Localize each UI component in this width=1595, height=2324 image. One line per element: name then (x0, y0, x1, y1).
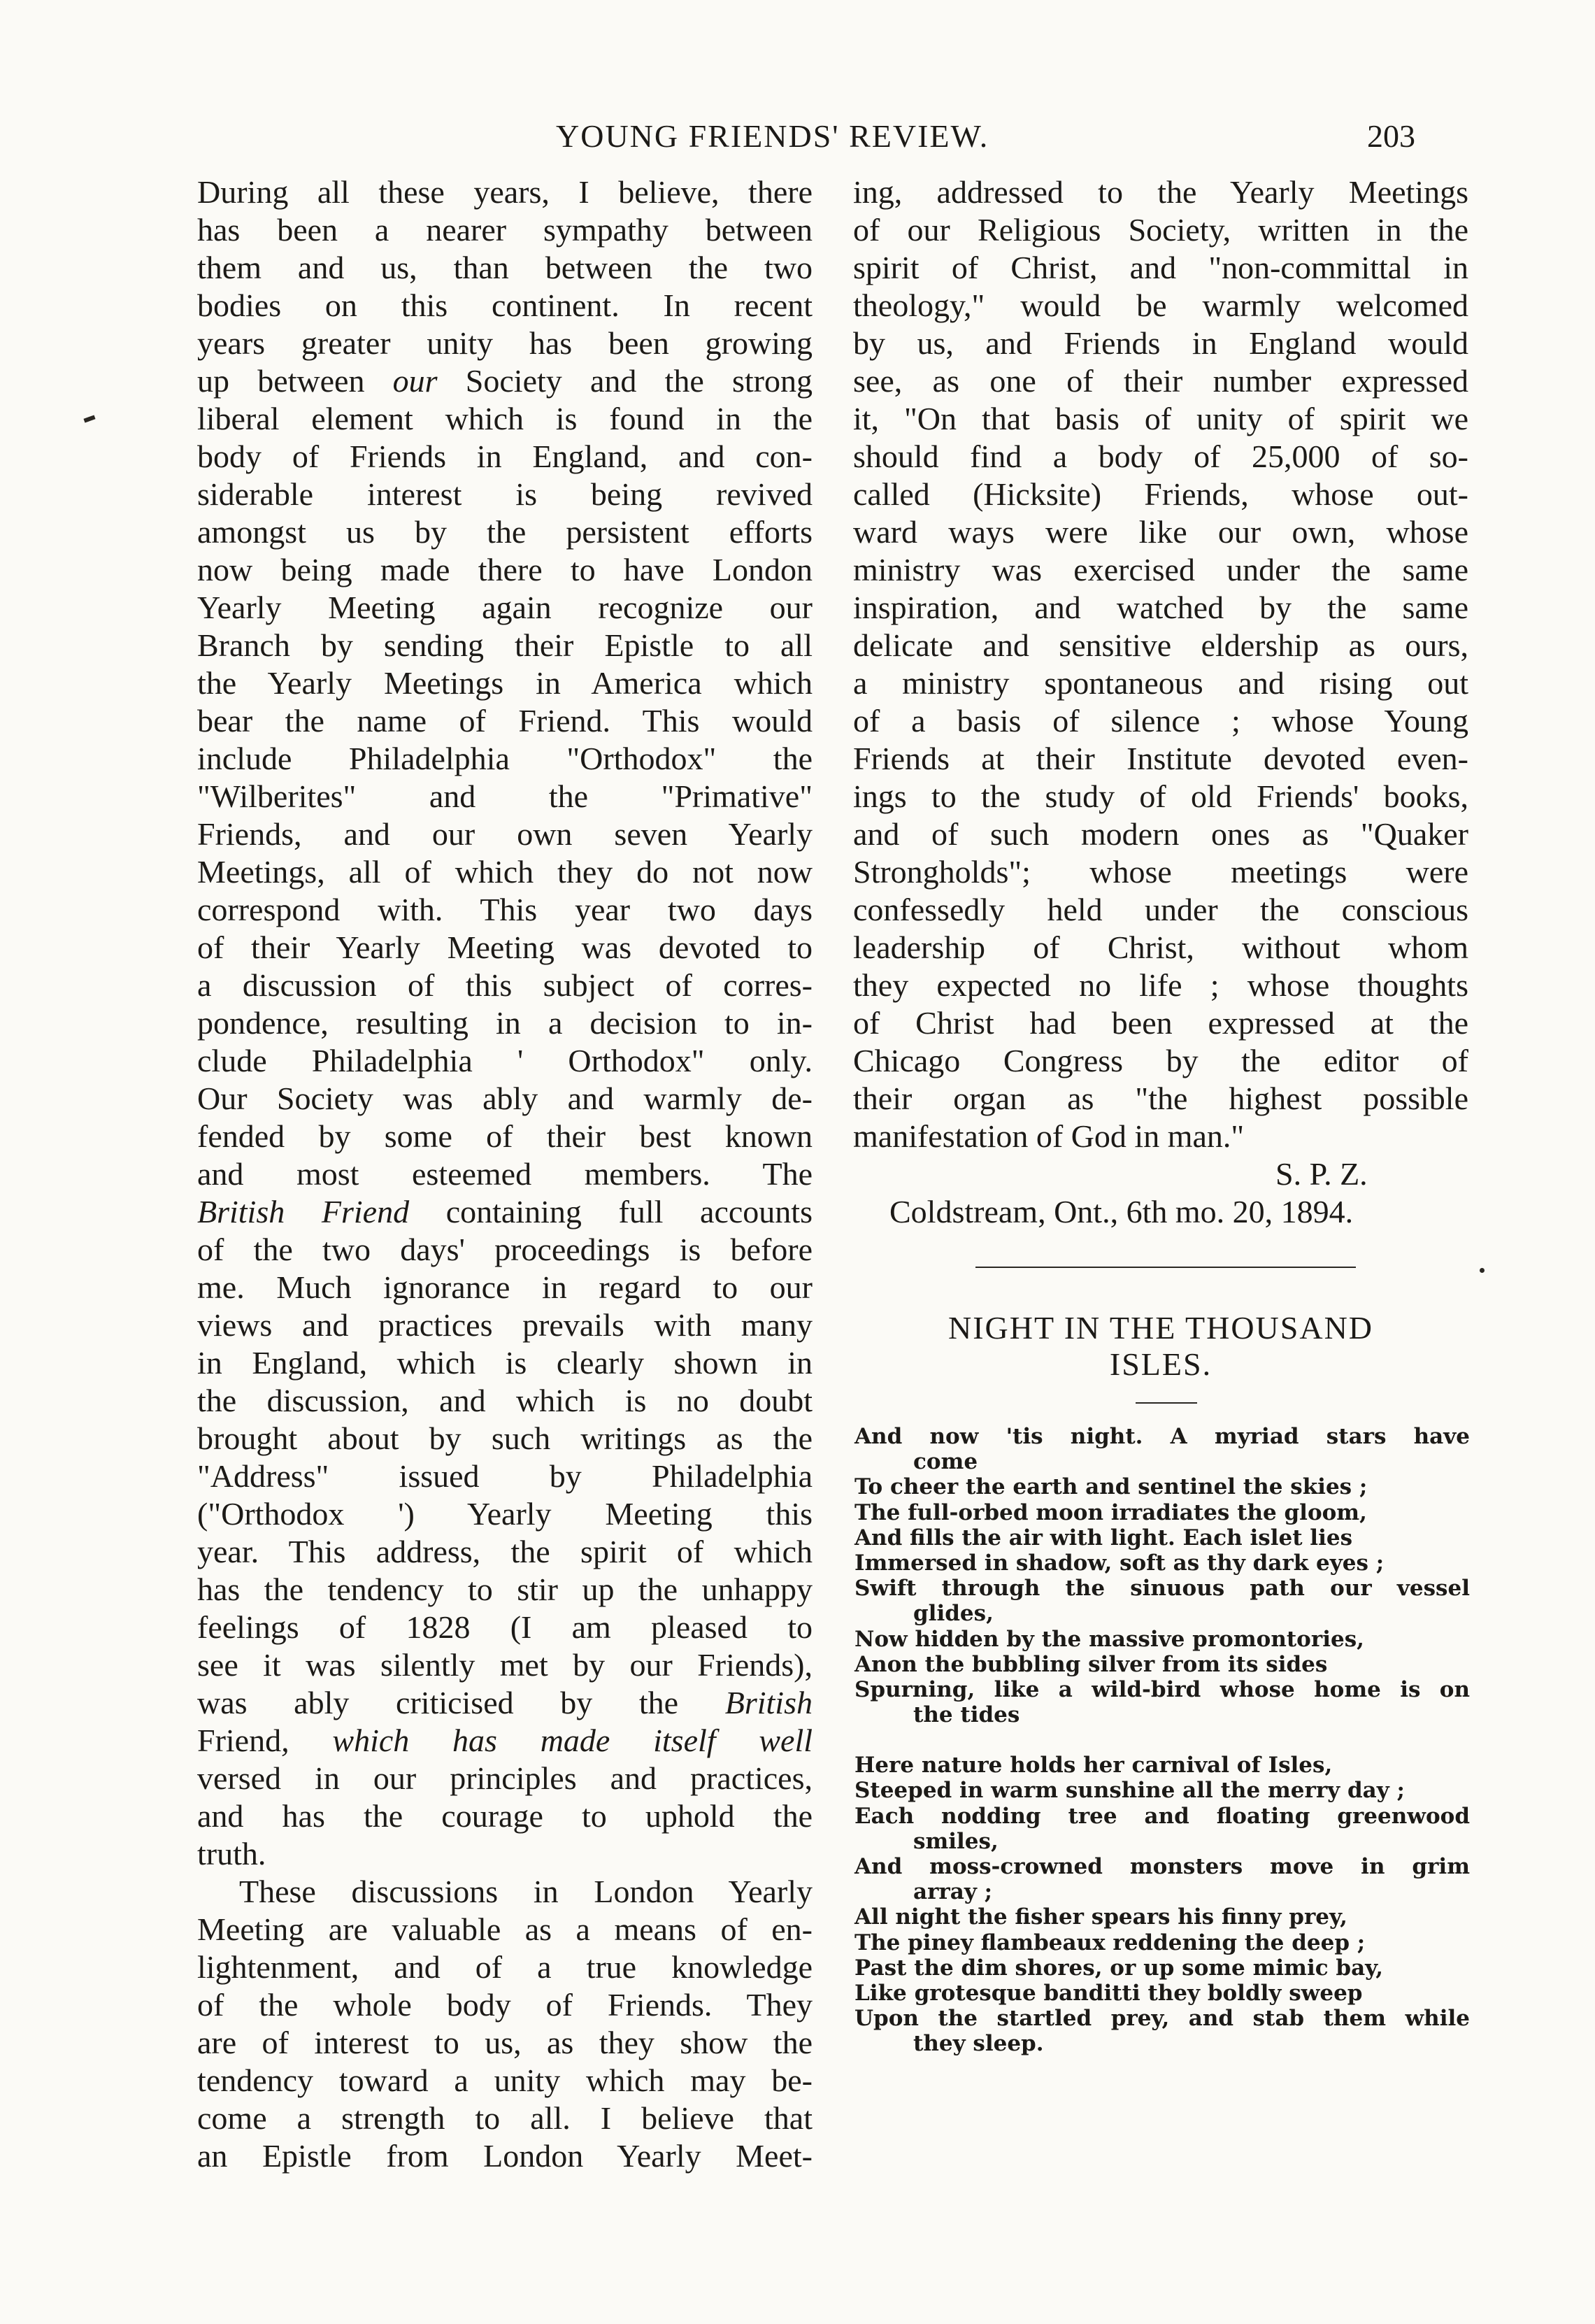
stanza-gap (854, 1727, 1470, 1753)
text-line: British Friend containing full accounts (197, 1194, 813, 1229)
poem-line: smiles, (913, 1828, 999, 1854)
poem-line: Anon the bubbling silver from its sides (854, 1651, 1328, 1677)
stray-ink-mark (83, 415, 95, 422)
poem-line: Spurning, like a wild-bird whose home is on (854, 1676, 1470, 1702)
title-underline (1136, 1402, 1197, 1404)
italic-text: , which has made itself well (281, 1723, 813, 1758)
text-line: and of such modern ones as "Quaker (853, 816, 1468, 852)
text-line: siderable interest is being revived (197, 476, 813, 512)
text-line: was ably criticised by the British (197, 1685, 813, 1720)
text-line: up between our Society and the strong (197, 363, 813, 399)
text-line: a ministry spontaneous and rising out (853, 665, 1468, 701)
text-line: During all these years, I believe, there (197, 174, 813, 210)
text-line: see, as one of their number expressed (853, 363, 1468, 399)
poem-line: And fills the air with light. Each islet lies (854, 1525, 1353, 1550)
text-line: their organ as "the highest possible (853, 1081, 1468, 1116)
text-line: spirit of Christ, and "non-committal in (853, 250, 1468, 285)
text-line: These discussions in London Yearly (239, 1874, 813, 1909)
poem-line: Each nodding tree and floating greenwood (854, 1803, 1470, 1829)
text-line: are of interest to us, as they show the (197, 2025, 813, 2060)
text-line: clude Philadelphia ' Orthodox" only. (197, 1043, 813, 1078)
text-line: ward ways were like our own, whose (853, 514, 1468, 550)
italic-text: our (392, 363, 438, 399)
text-line: liberal element which is found in the (197, 401, 813, 436)
text-line: leadership of Christ, without whom (853, 929, 1468, 965)
text-line: brought about by such writings as the (197, 1420, 813, 1456)
text-line: of Christ had been expressed at the (853, 1005, 1468, 1041)
text-line: delicate and sensitive eldership as ours, (853, 627, 1468, 663)
text-line: Branch by sending their Epistle to all (197, 627, 813, 663)
text-line: year. This address, the spirit of which (197, 1534, 813, 1569)
poem-line: And now 'tis night. A myriad stars have (854, 1424, 1470, 1449)
text-line: "Wilberites" and the "Primative" (197, 778, 813, 814)
text-line: Yearly Meeting again recognize our (197, 590, 813, 625)
poem-line: Upon the startled prey, and stab them while (854, 2006, 1470, 2032)
text-line: amongst us by the persistent efforts (197, 514, 813, 550)
text-line: confessedly held under the conscious (853, 892, 1468, 927)
text-line: in England, which is clearly shown in (197, 1345, 813, 1381)
text-line: of a basis of silence ; whose Young (853, 703, 1468, 739)
text-line: of their Yearly Meeting was devoted to (197, 929, 813, 965)
text-line: pondence, resulting in a decision to in- (197, 1005, 813, 1041)
text-line: and has the courage to uphold the (197, 1798, 813, 1834)
text-line: theology," would be warmly welcomed (853, 287, 1468, 323)
poem-line: Like grotesque banditti they boldly sweep (854, 1980, 1363, 2006)
text-line: ministry was exercised under the same (853, 552, 1468, 587)
text-line: and most esteemed members. The (197, 1156, 813, 1192)
text-line: lightenment, and of a true knowledge (197, 1949, 813, 1985)
text-line: ing, addressed to the Yearly Meetings (853, 174, 1468, 210)
poem-line: the tides (913, 1702, 1020, 1728)
text-line: an Epistle from London Yearly Meet- (197, 2138, 813, 2174)
stray-ink-dot (1480, 1268, 1485, 1273)
poem-line: Steeped in warm sunshine all the merry day ; (854, 1778, 1405, 1804)
text-line: body of Friends in England, and con- (197, 439, 813, 474)
text-line: of the whole body of Friends. They (197, 1987, 813, 2023)
text-line: they expected no life ; whose thoughts (853, 967, 1468, 1003)
text-line: of the two days' proceedings is before (197, 1232, 813, 1267)
poem-line: The piney flambeaux reddening the deep ; (854, 1930, 1366, 1955)
text-line: come a strength to all. I believe that (197, 2100, 813, 2136)
text-line: should find a body of 25,000 of so- (853, 439, 1468, 474)
text-line: manifestation of God in man." (853, 1118, 1245, 1154)
text-line: views and practices prevails with many (197, 1307, 813, 1343)
text-line: see it was silently met by our Friends), (197, 1647, 813, 1683)
text-line: it, "On that basis of unity of spirit we (853, 401, 1468, 436)
poem-line: Here nature holds her carnival of Isles, (854, 1753, 1333, 1778)
poem-stanza-2 (854, 1753, 1470, 2056)
dateline: Coldstream, Ont., 6th mo. 20, 1894. (889, 1194, 1354, 1229)
italic-text: British Friend (197, 1194, 410, 1229)
text-line: Meetings, all of which they do not now (197, 854, 813, 890)
text-line: fended by some of their best known (197, 1118, 813, 1154)
left-paragraph-2 (197, 1873, 813, 2175)
right-column (853, 173, 1468, 1231)
text-line: of our Religious Society, written in the (853, 212, 1468, 248)
text-line: versed in our principles and practices, (197, 1760, 813, 1796)
italic-text: British (724, 1685, 813, 1720)
text-line: truth. (197, 1836, 266, 1872)
text-line: "Address" issued by Philadelphia (197, 1458, 813, 1494)
text-line: include Philadelphia "Orthodox" the (197, 741, 813, 776)
right-paragraph (853, 173, 1468, 1155)
poem-line: they sleep. (913, 2031, 1044, 2057)
text-line: called (Hicksite) Friends, whose out- (853, 476, 1468, 512)
poem-line: All night the fisher spears his finny prey, (854, 1904, 1347, 1930)
page-header (0, 117, 1595, 159)
left-paragraph-1 (197, 173, 813, 1873)
text-line: inspiration, and watched by the same (853, 590, 1468, 625)
text-line: Strongholds"; whose meetings were (853, 854, 1468, 890)
poem-line: And moss-crowned monsters move in grim (854, 1854, 1470, 1879)
page-number: 203 (1367, 118, 1415, 154)
text-line: Our Society was ably and warmly de- (197, 1081, 813, 1116)
signature: S. P. Z. (1275, 1156, 1368, 1192)
text-line: ings to the study of old Friends' books, (853, 778, 1468, 814)
text-line: Friends, and our own seven Yearly (197, 816, 813, 852)
text-line: feelings of 1828 (I am pleased to (197, 1609, 813, 1645)
text-line: the Yearly Meetings in America which (197, 665, 813, 701)
poem-title-line-2: ISLES. (1109, 1346, 1213, 1382)
text-line: the discussion, and which is no doubt (197, 1383, 813, 1418)
text-line: by us, and Friends in England would (853, 325, 1468, 361)
text-line: them and us, than between the two (197, 250, 813, 285)
text-line: years greater unity has been growing (197, 325, 813, 361)
text-line: Meeting are valuable as a means of en- (197, 1911, 813, 1947)
text-line: a discussion of this subject of corres- (197, 967, 813, 1003)
text-line: correspond with. This year two days (197, 892, 813, 927)
text-line: bear the name of Friend. This would (197, 703, 813, 739)
poem-line: Now hidden by the massive promontories, (854, 1626, 1364, 1652)
poem-line: The full-orbed moon irradiates the gloom, (854, 1499, 1367, 1525)
poem-title-line-1: NIGHT IN THE THOUSAND (947, 1310, 1374, 1346)
text-line: ("Orthodox ') Yearly Meeting this (197, 1496, 813, 1532)
poem-line: glides, (913, 1601, 994, 1627)
text-line: tendency toward a unity which may be- (197, 2062, 813, 2098)
poem-line: array ; (913, 1879, 993, 1905)
poem-line: To cheer the earth and sentinel the skies ; (854, 1474, 1368, 1500)
section-divider (975, 1267, 1356, 1268)
poem-title (853, 1310, 1468, 1383)
text-line: Friend, which has made itself well (197, 1723, 813, 1758)
poem-body (854, 1424, 1470, 2057)
left-column (197, 173, 813, 2175)
text-line: has the tendency to stir up the unhappy (197, 1571, 813, 1607)
poem-line: Past the dim shores, or up some mimic bay, (854, 1955, 1383, 1981)
text-line: now being made there to have London (197, 552, 813, 587)
text-line: Chicago Congress by the editor of (853, 1043, 1468, 1078)
text-line: Friends at their Institute devoted even- (853, 741, 1468, 776)
poem-stanza-1 (854, 1424, 1470, 1727)
poem-line: Swift through the sinuous path our vessel (854, 1576, 1470, 1602)
text-line: me. Much ignorance in regard to our (197, 1269, 813, 1305)
text-line: bodies on this continent. In recent (197, 287, 813, 323)
running-title: YOUNG FRIENDS' REVIEW. (556, 118, 989, 154)
poem-line: come (913, 1449, 978, 1475)
poem-line: Immersed in shadow, soft as thy dark eyes ; (854, 1550, 1385, 1576)
text-line: has been a nearer sympathy between (197, 212, 813, 248)
